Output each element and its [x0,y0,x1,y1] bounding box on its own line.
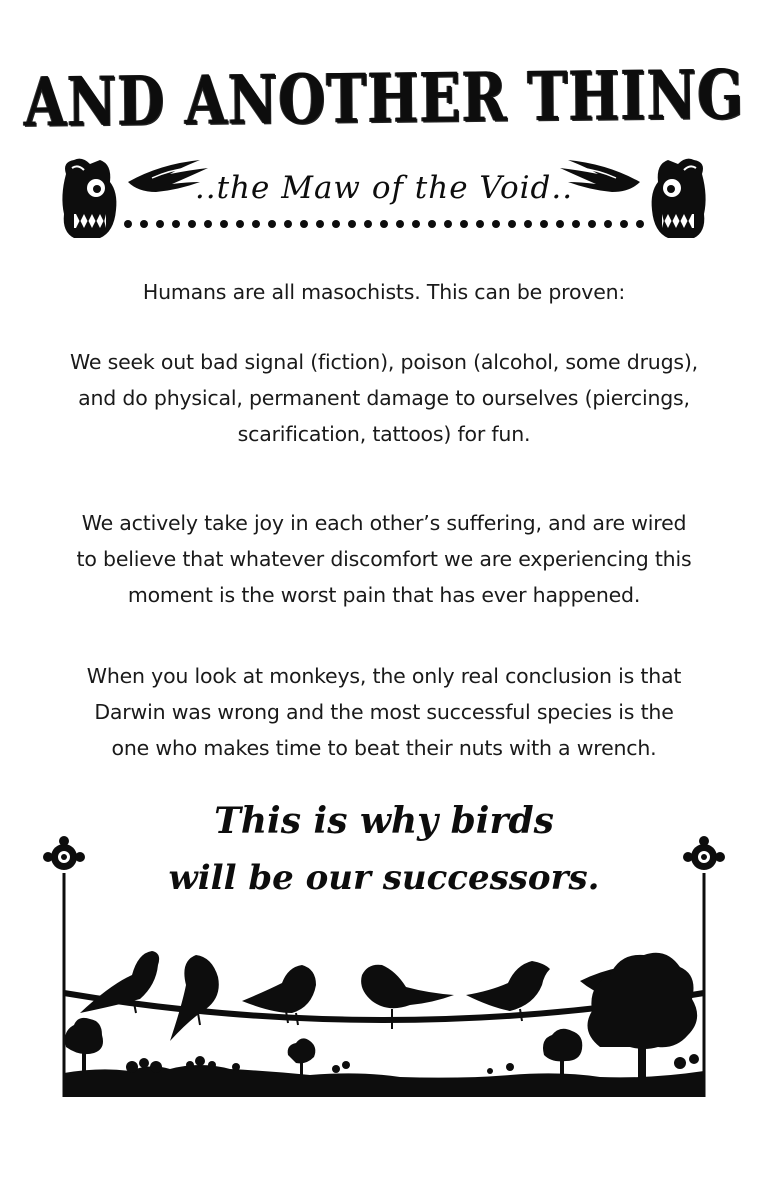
tree-icon [543,1029,582,1079]
paragraph-suffering [60,505,708,613]
text-line: one who makes time to beat their nuts with a wrench. [111,736,657,760]
footer-line-2: will be our successors. [168,858,600,898]
bird-icon [170,955,219,1041]
monster-head-icon [652,159,706,238]
page-subtitle: ..the Maw of the Void.. [194,170,574,206]
text-line: Humans are all masochists. This can be proven: [142,280,626,304]
page-title: AND ANOTHER THING [23,54,745,142]
dotted-rule [124,220,644,228]
text-line: Darwin was wrong and the most successful species is the [94,700,674,724]
flower-finial-icon [43,836,85,1097]
text-line: and do physical, permanent damage to ourselves (piercings, [78,386,690,410]
monster-head-icon [62,159,116,238]
bird-icon [361,965,454,1008]
text-line: We seek out bad signal (fiction), poison (alcohol, some drugs), [70,350,698,374]
text-line: We actively take joy in each other’s suffering, and are wired [81,511,687,535]
paragraph-signal [60,344,708,452]
tree-icon [288,1038,316,1077]
footer-line-1: This is why birds [214,800,554,842]
paragraph-intro [60,274,708,310]
bird-icon [242,965,316,1013]
text-line: to believe that whatever discomfort we are experiencing this [76,547,692,571]
paragraph-monkeys [60,658,708,766]
bird-icon [466,961,550,1011]
tree-icon [65,1018,103,1077]
birds-on-wire-illustration [40,835,728,1097]
text-line: scarification, tattoos) for fun. [237,422,531,446]
text-line: When you look at monkeys, the only real conclusion is that [86,664,682,688]
text-line: moment is the worst pain that has ever happened. [127,583,641,607]
